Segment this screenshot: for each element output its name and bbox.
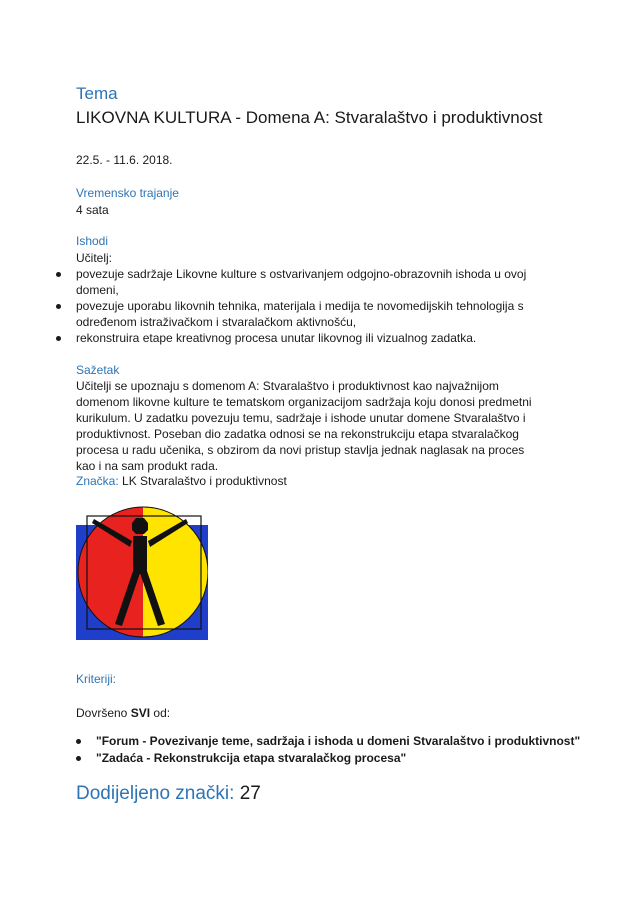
badge-row [76, 473, 287, 489]
badge-image [76, 505, 208, 640]
list-item: povezuje uporabu likovnih tehnika, materijala i medija te novomedijskih tehnologija s određenom istraživačkom i stvaralačkom aktivnošću, [76, 298, 546, 330]
outcomes-intro: Učitelj: [76, 251, 113, 265]
badge-name: LK Stvaralaštvo i produktivnost [122, 474, 287, 488]
duration-value: 4 sata [76, 203, 109, 217]
criteria-completed-suffix: od: [153, 706, 171, 720]
outcomes-label: Ishodi [76, 234, 109, 248]
list-item: "Forum - Povezivanje teme, sadržaja i ishoda u domeni Stvaralaštvo i produktivnost" [96, 734, 581, 748]
duration-label: Vremensko trajanje [76, 186, 179, 200]
awarded-row [76, 781, 261, 807]
criteria-list [96, 733, 580, 767]
summary-label: Sažetak [76, 363, 120, 377]
page-title: LIKOVNA KULTURA - Domena A: Stvaralaštvo i produktivnost [76, 108, 543, 127]
awarded-count: 27 [239, 783, 261, 804]
criteria-completed-row [76, 705, 170, 721]
criteria-completed-prefix: Dovršeno [76, 706, 128, 720]
criteria-completed-bold: SVI [130, 706, 151, 720]
date-range: 22.5. - 11.6. 2018. [76, 153, 173, 167]
outcomes-list [76, 266, 546, 346]
badge-label: Značka: [76, 474, 119, 488]
list-item: rekonstruira etape kreativnog procesa unutar likovnog ili vizualnog zadatka. [76, 330, 546, 346]
list-item: "Zadaća - Rekonstrukcija etapa stvaralačkog procesa" [96, 750, 580, 767]
criteria-label: Kriteriji: [76, 672, 117, 686]
section-label-tema: Tema [76, 84, 118, 103]
summary-text: Učitelji se upoznaju s domenom A: Stvaralaštvo i produktivnost kao najvažnijom domenom likovne kulture te tematskom organizacijom sadržaja koju donosi predmetni kurikulum. U zadatku povezuju temu, sadržaje i ishode unutar domene Stvaralaštvo i produktivnost. Poseban dio zadatka odnosi se na rekonstrukciju etapa stvaralačkog procesa u radu učenika, s obzirom da novi pristup stavlja jednak naglasak na proces kao i na sam produkt rada. [76, 379, 532, 473]
list-item: povezuje sadržaje Likovne kulture s ostvarivanjem odgojno-obrazovnih ishoda u ovoj domeni, [76, 266, 546, 298]
awarded-label: Dodijeljeno znački: [76, 783, 235, 804]
